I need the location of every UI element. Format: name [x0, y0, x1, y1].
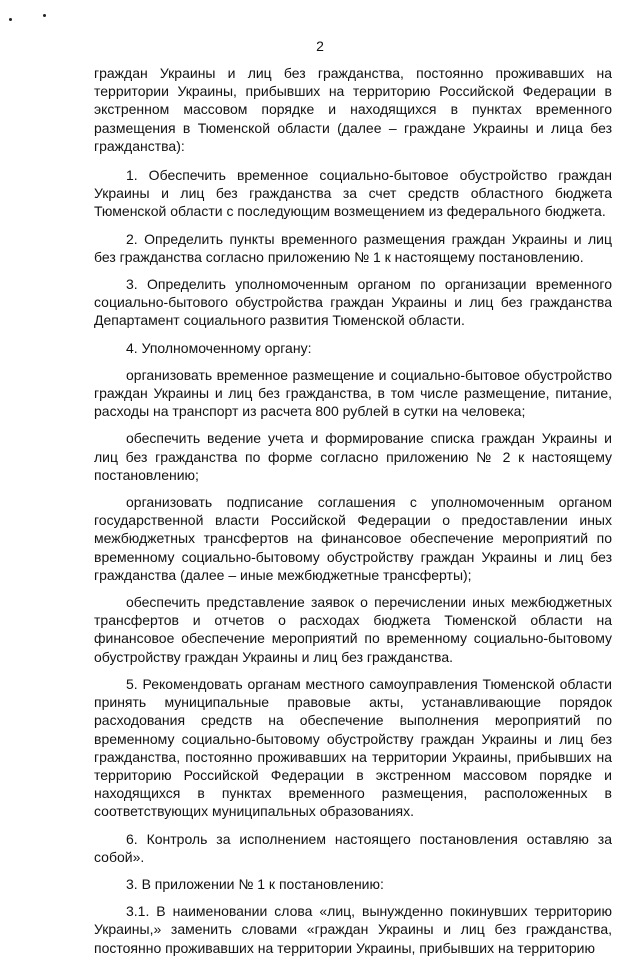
scan-speck [43, 14, 46, 17]
document-body [94, 64, 612, 966]
item-4-subparagraph: обеспечить ведение учета и формирование списка граждан Украины и лиц без гражданства по форме согласно приложению № 2 к настоящему постановлению; [94, 430, 612, 483]
section-3-paragraph: 3. В приложении № 1 к постановлению: [126, 875, 384, 892]
item-2-paragraph: 2. Определить пункты временного размещения граждан Украины и лиц без гражданства согласно приложению № 1 к настоящему постановлению. [94, 230, 612, 265]
section-3-1-paragraph: 3.1. В наименовании слова «лиц, вынужденно покинувших территорию Украины,» заменить словами «граждан Украины и лиц без гражданства, постоянно проживавших на территории Украины, прибывших на территорию [94, 903, 612, 956]
scan-speck [9, 18, 12, 21]
item-6-paragraph: 6. Контроль за исполнением настоящего постановления оставляю за собой». [94, 830, 612, 865]
page-number: 2 [316, 38, 324, 54]
item-4-paragraph: 4. Уполномоченному органу: [126, 339, 312, 356]
item-5-paragraph: 5. Рекомендовать органам местного самоуправления Тюменской области принять муниципальные правовые акты, устанавливающие порядок расходования средств на обеспечение выполнения мероприятий по временному социально-бытовому обустройству граждан Украины и лиц без гражданства, постоянно проживавших на территории Украины, прибывших на территорию Российской Федерации в экстренном массовом порядке и находящихся в пунктах временного размещения, расположенных в соответствующих муниципальных образованиях. [94, 675, 612, 820]
intro-paragraph: граждан Украины и лиц без гражданства, постоянно проживавших на территории Украины, прибывших на территорию Российской Федерации в экстренном массовом порядке и находящихся в пунктах временного размещения в Тюменской области (далее – граждане Украины и лица без гражданства): [94, 65, 612, 154]
item-1-paragraph: 1. Обеспечить временное социально-бытовое обустройство граждан Украины и лиц без гражданства за счет средств областного бюджета Тюменской области с последующим возмещением из федерального бюджета. [94, 167, 612, 220]
item-4-subparagraph: организовать подписание соглашения с уполномоченным органом государственной власти Российской Федерации о предоставлении иных межбюджетных трансфертов на финансовое обеспечение мероприятий по временному социально-бытовому обустройству граждан Украины и лиц без гражданства (далее – иные межбюджетные трансферты); [94, 494, 612, 583]
item-3-paragraph: 3. Определить уполномоченным органом по организации временного социально-бытового обустройства граждан Украины и лиц без гражданства Департамент социального развития Тюменской области. [94, 276, 612, 329]
item-4-subparagraph: обеспечить представление заявок о перечислении иных межбюджетных трансфертов и отчетов о расходах бюджета Тюменской области на финансовое обеспечение мероприятий по временному социально-бытовому обустройству граждан Украины и лиц без гражданства. [94, 594, 612, 665]
item-4-subparagraph: организовать временное размещение и социально-бытовое обустройство граждан Украины и лиц без гражданства, в том числе размещение, питание, расходы на транспорт из расчета 800 рублей в сутки на человека; [94, 366, 612, 420]
